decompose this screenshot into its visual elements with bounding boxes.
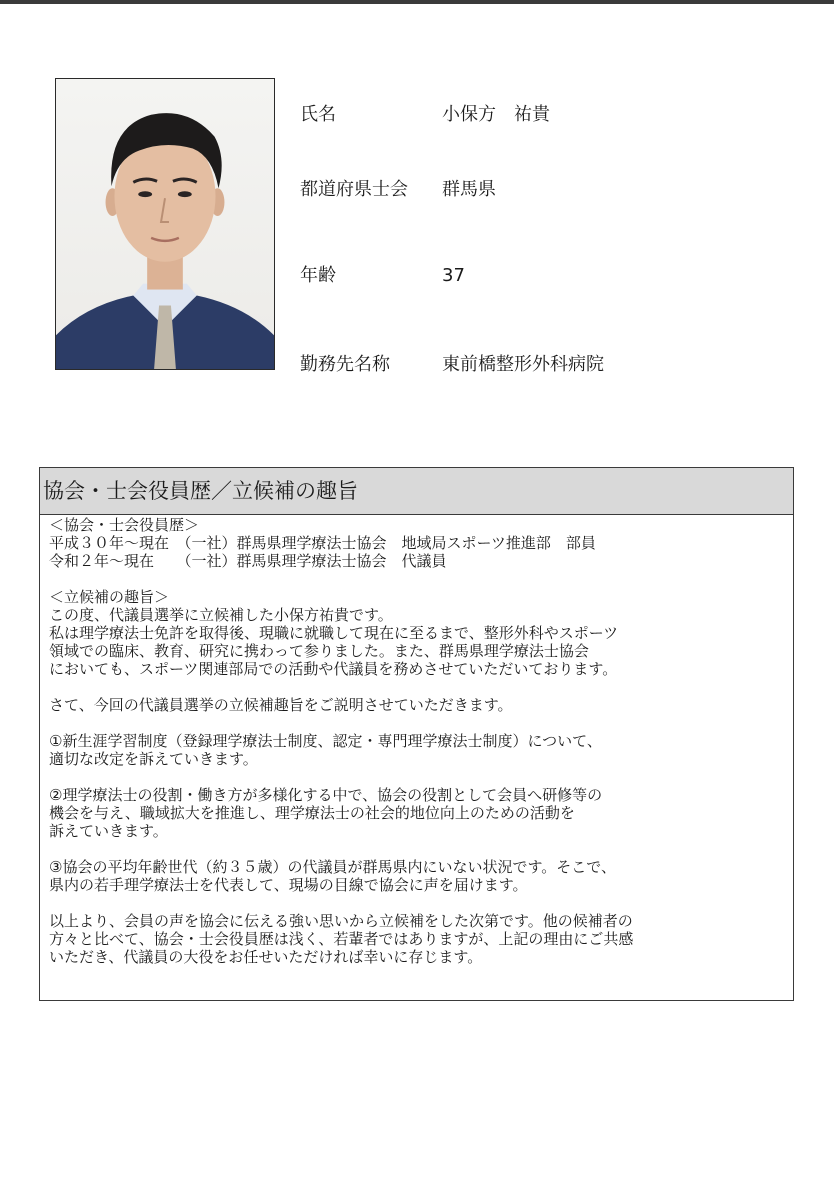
intro-line: この度、代議員選挙に立候補した小保方祐貴です。 [49, 606, 393, 624]
top-border [0, 0, 834, 4]
purpose-heading: ＜立候補の趣旨＞ [49, 588, 170, 606]
age-label: 年齢 [300, 265, 336, 286]
intro-line: においても、スポーツ関連部局での活動や代議員を務めさせていただいております。 [49, 660, 618, 678]
lead-line: さて、今回の代議員選挙の立候補趣旨をご説明させていただきます。 [49, 696, 513, 714]
point2-line: 機会を与え、職域拡大を推進し、理学療法士の社会的地位向上のための活動を [49, 804, 575, 822]
workplace-label: 勤務先名称 [300, 354, 390, 375]
intro-line: 領域での臨床、教育、研究に携わって参りました。また、群馬県理学療法士協会 [49, 642, 589, 660]
point1-line: 適切な改定を訴えていきます。 [49, 750, 258, 768]
workplace-value: 東前橋整形外科病院 [442, 354, 604, 375]
name-label: 氏名 [300, 104, 336, 125]
candidate-photo [55, 78, 275, 370]
closing-line: 方々と比べて、協会・士会役員歴は浅く、若輩者ではありますが、上記の理由にご共感 [49, 930, 634, 948]
point3-line: ③協会の平均年齢世代（約３５歳）の代議員が群馬県内にいない状況です。そこで、 [49, 858, 616, 876]
closing-line: いただき、代議員の大役をお任せいただければ幸いに存じます。 [49, 948, 483, 966]
history-line: 平成３０年～現在 （一社）群馬県理学療法士協会 地域局スポーツ推進部 部員 [49, 534, 596, 552]
name-value: 小保方 祐貴 [442, 104, 550, 125]
prefecture-label: 都道府県士会 [300, 179, 408, 200]
history-heading: ＜協会・士会役員歴＞ [49, 516, 200, 534]
prefecture-value: 群馬県 [442, 179, 496, 200]
age-value: 37 [442, 265, 465, 286]
statement-box [39, 467, 794, 1001]
point1-line: ①新生涯学習制度（登録理学療法士制度、認定・専門理学療法士制度）について、 [49, 732, 602, 750]
point3-line: 県内の若手理学療法士を代表して、現場の目線で協会に声を届けます。 [49, 876, 528, 894]
history-line: 令和２年～現在 （一社）群馬県理学療法士協会 代議員 [49, 552, 447, 570]
point2-line: 訴えていきます。 [49, 822, 168, 840]
point2-line: ②理学療法士の役割・働き方が多様化する中で、協会の役割として会員へ研修等の [49, 786, 603, 804]
portrait-image [56, 79, 274, 369]
statement-body [40, 515, 793, 966]
statement-title: 協会・士会役員歴／立候補の趣旨 [40, 468, 793, 515]
closing-line: 以上より、会員の声を協会に伝える強い思いから立候補をした次第です。他の候補者の [49, 912, 633, 930]
intro-line: 私は理学療法士免許を取得後、現職に就職して現在に至るまで、整形外科やスポーツ [49, 624, 619, 642]
